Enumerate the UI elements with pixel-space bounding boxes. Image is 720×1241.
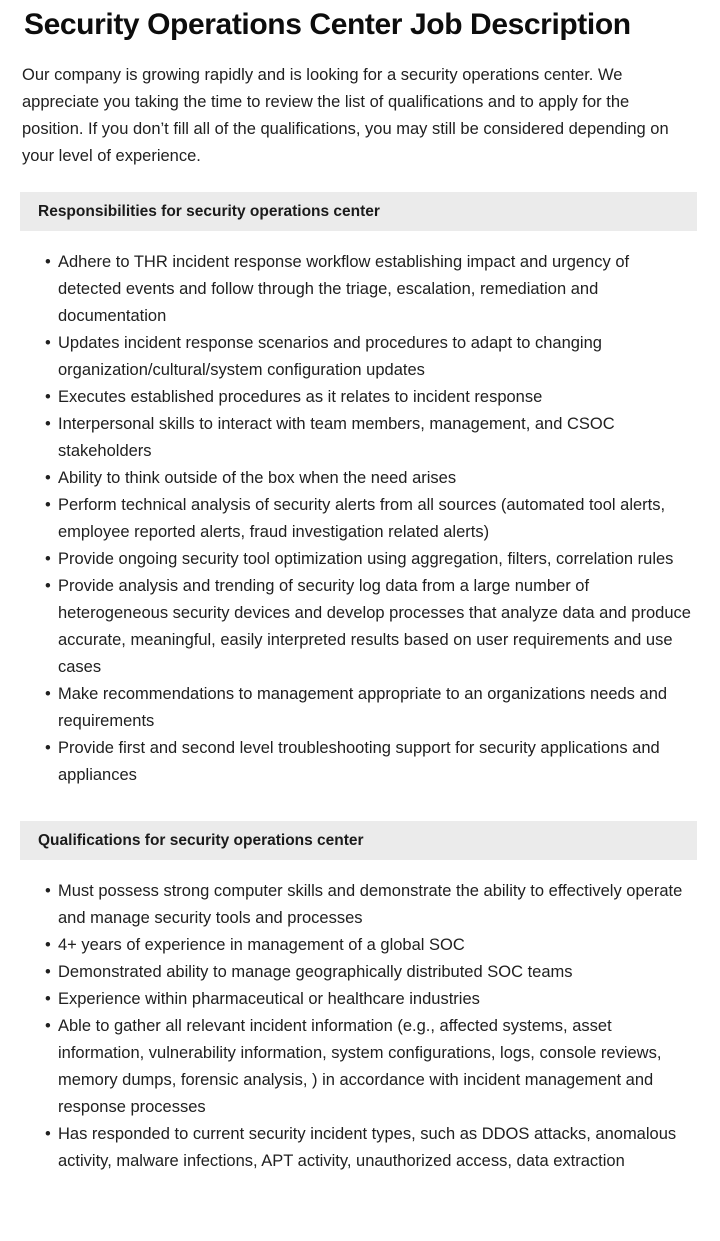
list-item-text: Ability to think outside of the box when the need arises (58, 469, 457, 487)
section-header-qualifications (20, 821, 697, 860)
section-body-qualifications (0, 878, 720, 1203)
bullet-icon: • (45, 334, 51, 352)
bullet-icon: • (45, 882, 51, 900)
list-item-text: Provide ongoing security tool optimization using aggregation, filters, correlation rules (58, 550, 674, 568)
bullet-icon: • (45, 469, 51, 487)
list-item (45, 681, 694, 735)
list-item (45, 249, 694, 330)
bullet-icon: • (45, 963, 51, 981)
bullet-icon: • (45, 496, 51, 514)
list-item (45, 411, 694, 465)
bullet-icon: • (45, 685, 51, 703)
bullet-icon: • (45, 936, 51, 954)
list-item-text: Executes established procedures as it relates to incident response (58, 388, 543, 406)
list-item-text: Provide analysis and trending of security log data from a large number of heterogeneous security devices and develop processes that analyze data and produce accurate, meaningful, easily interpreted results based on user requirements and use cases (58, 577, 691, 676)
list-item (45, 878, 694, 932)
list-item-text: Must possess strong computer skills and demonstrate the ability to effectively operate and manage security tools and processes (58, 882, 683, 927)
section-responsibilities (0, 192, 720, 799)
bullet-icon: • (45, 1125, 51, 1143)
list-item (45, 573, 694, 681)
list-item (45, 959, 694, 986)
list-item-text: Demonstrated ability to manage geographically distributed SOC teams (58, 963, 573, 981)
list-item (45, 384, 694, 411)
section-body-responsibilities (0, 249, 720, 799)
list-item (45, 1013, 694, 1121)
bullet-icon: • (45, 253, 51, 271)
list-item (45, 465, 694, 492)
list-item-text: Make recommendations to management appropriate to an organizations needs and requirements (58, 685, 668, 730)
list-item-text: Updates incident response scenarios and procedures to adapt to changing organization/cultural/system configuration updates (58, 334, 602, 379)
list-item-text: Able to gather all relevant incident information (e.g., affected systems, asset information, vulnerability information, system configurations, logs, console reviews, memory dumps, forensic analysis, ) in accordance with incident management and response processes (58, 1017, 662, 1116)
list-item (45, 932, 694, 959)
bullet-icon: • (45, 739, 51, 757)
list-item-text: Interpersonal skills to interact with team members, management, and CSOC stakeholders (58, 415, 615, 460)
list-item-text: Provide first and second level troubleshooting support for security applications and appliances (58, 739, 660, 784)
list-item (45, 546, 694, 573)
bullet-icon: • (45, 577, 51, 595)
section-heading-label: Qualifications for security operations center (38, 831, 364, 849)
intro-paragraph: Our company is growing rapidly and is looking for a security operations center. We appreciate you taking the time to review the list of qualifications and to apply for the position. If you don’t fill all of the qualifications, you may still be considered depending on your level of experience. (22, 66, 669, 165)
qualifications-list (0, 878, 720, 1175)
bullet-icon: • (45, 1017, 51, 1035)
list-item-text: Has responded to current security incident types, such as DDOS attacks, anomalous activity, malware infections, APT activity, unauthorized access, data extraction (58, 1125, 677, 1170)
section-qualifications (0, 821, 720, 1203)
bullet-icon: • (45, 388, 51, 406)
list-item (45, 1121, 694, 1175)
list-item (45, 735, 694, 789)
list-item-text: 4+ years of experience in management of a global SOC (58, 936, 465, 954)
page-title: Security Operations Center Job Description (24, 8, 631, 41)
bullet-icon: • (45, 550, 51, 568)
list-item (45, 986, 694, 1013)
bullet-icon: • (45, 990, 51, 1008)
bullet-icon: • (45, 415, 51, 433)
list-item (45, 330, 694, 384)
list-item-text: Experience within pharmaceutical or healthcare industries (58, 990, 480, 1008)
list-item (45, 492, 694, 546)
responsibilities-list (0, 249, 720, 789)
section-heading-label: Responsibilities for security operations center (38, 202, 380, 220)
list-item-text: Perform technical analysis of security alerts from all sources (automated tool alerts, employee reported alerts, fraud investigation related alerts) (58, 496, 666, 541)
list-item-text: Adhere to THR incident response workflow establishing impact and urgency of detected events and follow through the triage, escalation, remediation and documentation (58, 253, 630, 325)
section-header-responsibilities (20, 192, 697, 231)
